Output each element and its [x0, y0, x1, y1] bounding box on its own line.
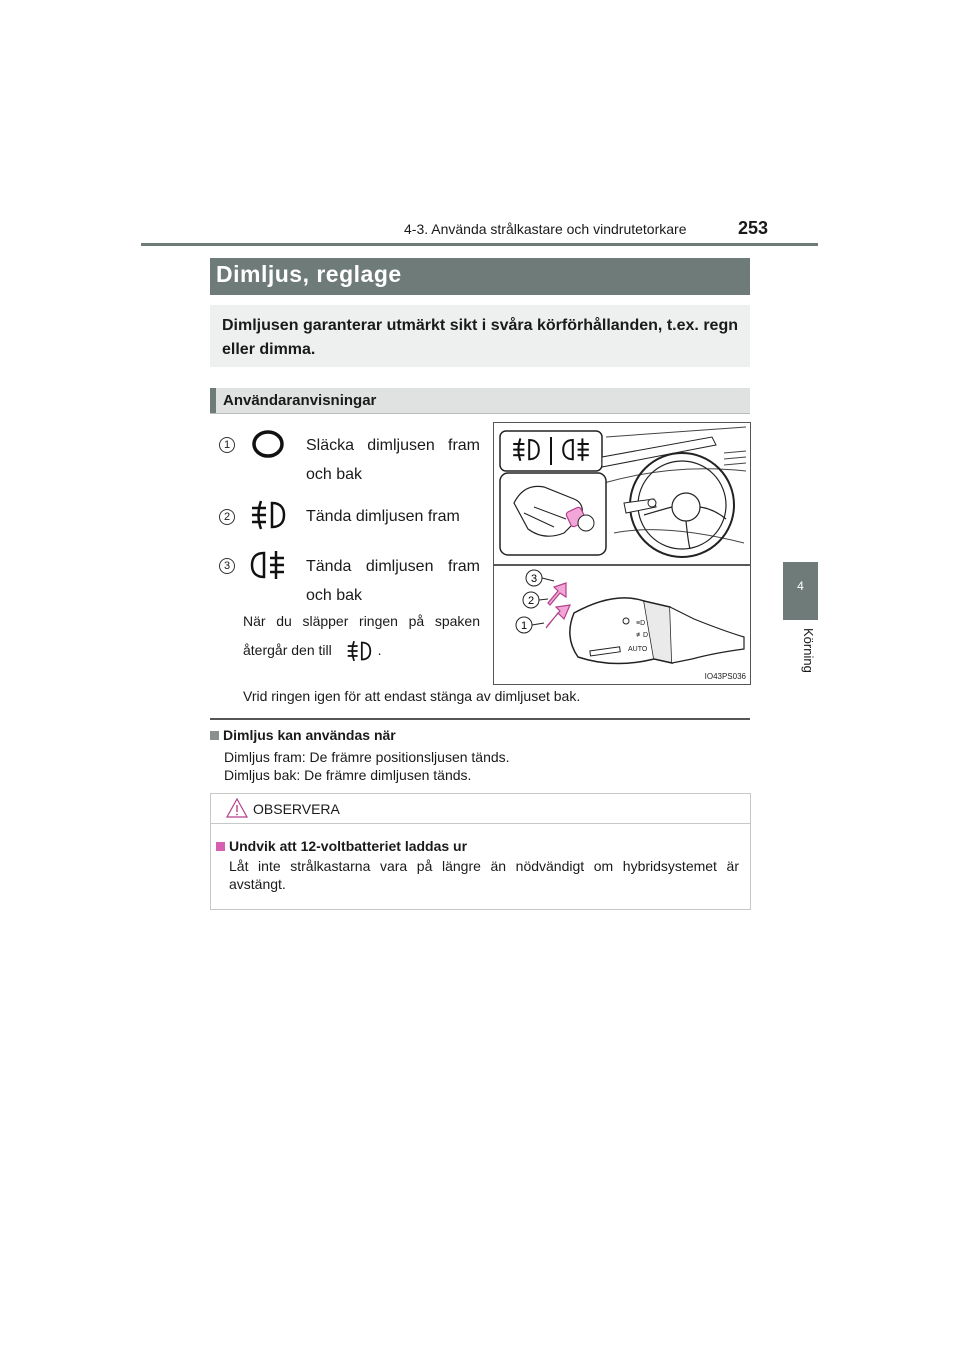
- heading-accent: [210, 388, 216, 413]
- auto-label: AUTO: [628, 646, 648, 653]
- front-fog-icon: [344, 639, 374, 663]
- section-divider: [210, 718, 750, 720]
- twist-note: Vrid ringen igen för att endast stänga av dimljuset bak.: [243, 688, 581, 704]
- bullet-square-icon: [210, 731, 219, 740]
- page-number: 253: [738, 218, 769, 238]
- off-circle-icon: [250, 428, 286, 460]
- usage-text: [224, 748, 510, 784]
- page-title-bar: [210, 258, 750, 295]
- rear-fog-icon: [248, 548, 288, 582]
- chapter-number: 4: [797, 579, 804, 593]
- svg-text:≡D: ≡D: [636, 620, 646, 627]
- header-divider: [141, 243, 818, 246]
- page-title: Dimljus, reglage: [216, 261, 402, 287]
- intro-text: Dimljusen garanterar utmärkt sikt i svåra körförhållanden, t.ex. regn eller dimma.: [222, 317, 738, 358]
- usage-line-front: Dimljus fram: De främre positionsljusen tänds.: [224, 749, 510, 765]
- intro-box: [210, 305, 750, 367]
- instructions-heading: Användaranvisningar: [223, 392, 377, 409]
- usage-heading-row: [210, 727, 396, 743]
- chapter-tab[interactable]: [783, 562, 818, 620]
- chapter-label: Körning: [801, 628, 816, 673]
- notice-heading: Undvik att 12-voltbatteriet laddas ur: [229, 838, 468, 854]
- usage-line-rear: Dimljus bak: De främre dimljusen tänds.: [224, 767, 472, 783]
- notice-divider: [211, 823, 750, 824]
- item-number-2: 2: [219, 509, 235, 525]
- usage-heading: Dimljus kan användas när: [223, 727, 396, 743]
- item-text-3: Tända dimljusen fram och bak: [306, 558, 480, 604]
- item-number-3: 3: [219, 558, 235, 574]
- figure-label-2: 2: [527, 595, 535, 607]
- item-text-2: Tända dimljusen fram: [306, 508, 460, 525]
- illustration-drawing: [494, 423, 750, 684]
- svg-text:≢D: ≢D: [636, 632, 649, 639]
- figure-label-3: 3: [530, 573, 538, 585]
- item-text-1: Släcka dimljusen fram och bak: [306, 437, 480, 483]
- instructions-heading-bar: [210, 388, 750, 414]
- notice-box: [210, 793, 751, 910]
- notice-body: Låt inte strålkastarna vara på längre än nödvändigt om hybridsystemet är avstängt.: [229, 858, 739, 892]
- notice-heading-row: [216, 838, 467, 854]
- release-note: [243, 607, 480, 665]
- warning-triangle-icon: [225, 797, 249, 819]
- figure-code: IO43PS036: [704, 672, 746, 681]
- release-note-text: När du släpper ringen på spaken återgår den till: [243, 613, 480, 658]
- item-number-1: 1: [219, 437, 235, 453]
- notice-label: OBSERVERA: [253, 801, 340, 817]
- release-note-end: .: [377, 642, 382, 658]
- section-title: 4-3. Använda strålkastare och vindrutetorkare: [404, 221, 687, 237]
- front-fog-icon: [248, 498, 288, 532]
- bullet-square-icon: [216, 842, 225, 851]
- figure-label-1: 1: [520, 620, 528, 632]
- fog-switch-illustration: [493, 422, 751, 685]
